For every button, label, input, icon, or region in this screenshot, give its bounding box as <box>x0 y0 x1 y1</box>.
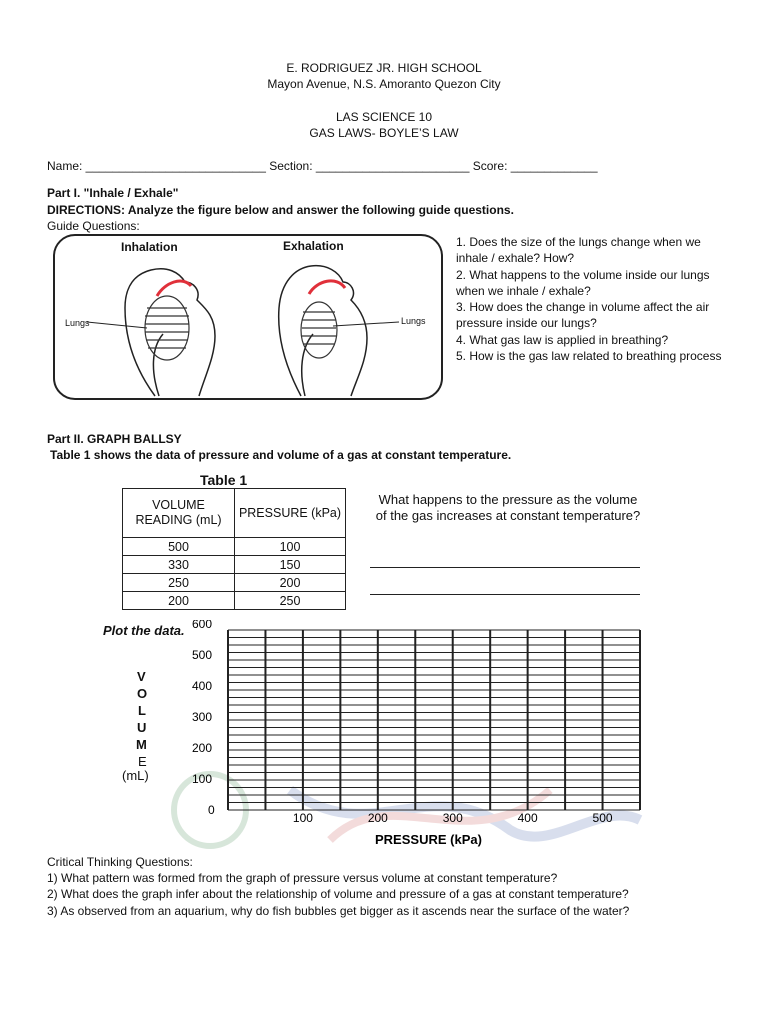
guide-question-5: 5. How is the gas law related to breathing process <box>456 349 722 364</box>
y-tick-label: 300 <box>192 710 213 724</box>
school-name: E. RODRIGUEZ JR. HIGH SCHOOL <box>286 61 482 75</box>
y-tick-label: 0 <box>208 803 215 817</box>
plot-title: Plot the data. <box>103 623 185 638</box>
table-header-pressure: PRESSURE (kPa) <box>235 489 346 538</box>
table-cell: 100 <box>235 538 346 556</box>
subject-title: LAS SCIENCE 10 <box>335 110 433 124</box>
x-tick-label: 500 <box>592 811 613 825</box>
x-axis-title: PRESSURE (kPa) <box>375 832 482 847</box>
table-cell: 500 <box>123 538 235 556</box>
breathing-figure <box>53 234 443 400</box>
part2-intro: Table 1 shows the data of pressure and volume of a gas at constant temperature. <box>50 448 512 462</box>
table-row <box>123 574 346 592</box>
critical-title: Critical Thinking Questions: <box>47 855 193 869</box>
y-tick-label: 100 <box>192 772 213 786</box>
table-cell: 200 <box>123 592 235 610</box>
critical-thinking-section <box>47 854 629 919</box>
guide-question-4: 4. What gas law is applied in breathing? <box>456 332 669 347</box>
critical-question-1: 1) What pattern was formed from the graph of pressure versus volume at constant temperature? <box>47 871 558 886</box>
table-row <box>123 556 346 574</box>
inhalation-label: Inhalation <box>121 240 178 254</box>
inhalation-ribcage-icon <box>145 296 189 360</box>
part1-directions: DIRECTIONS: Analyze the figure below and answer the following guide questions. <box>47 203 514 217</box>
x-tick-label: 300 <box>442 811 463 825</box>
ylabel-letter: O <box>137 686 148 701</box>
table-row <box>123 592 346 610</box>
lungs-label-left: Lungs <box>65 318 90 328</box>
y-tick-label: 600 <box>192 620 213 631</box>
table-cell: 330 <box>123 556 235 574</box>
table-header-volume: VOLUME READING (mL) <box>123 489 235 538</box>
ylabel-letter: M <box>136 737 147 752</box>
table-row <box>123 538 346 556</box>
exhalation-label: Exhalation <box>283 239 344 253</box>
ylabel-letter: V <box>137 669 146 684</box>
exhalation-ribcage-icon <box>301 302 337 358</box>
answer-line-2[interactable] <box>370 594 640 595</box>
ylabel-letter: E <box>138 754 147 769</box>
table-cell: 150 <box>235 556 346 574</box>
y-tick-label: 400 <box>192 679 213 693</box>
ylabel-letter: L <box>138 703 146 718</box>
ylabel-letter: U <box>137 720 147 735</box>
exhalation-body-icon <box>279 266 367 396</box>
inhalation-trachea-icon <box>157 281 191 296</box>
y-tick-label: 200 <box>192 741 213 755</box>
x-tick-label: 400 <box>517 811 538 825</box>
lungs-label-right: Lungs <box>401 316 426 326</box>
table-cell: 200 <box>235 574 346 592</box>
side-question: What happens to the pressure as the volume of the gas increases at constant temperature? <box>375 492 641 523</box>
x-tick-label: 100 <box>292 811 313 825</box>
guide-question-2: 2. What happens to the volume inside our lungs when we inhale / exhale? <box>456 267 710 298</box>
critical-question-2: 2) What does the graph infer about the relationship of volume and pressure of a gas at constant temperature? <box>47 887 629 902</box>
topic-title: GAS LAWS- BOYLE’S LAW <box>309 126 459 140</box>
x-tick-label: 200 <box>367 811 388 825</box>
pressure-volume-table <box>122 488 346 610</box>
breathing-illustration <box>55 236 441 398</box>
student-info-line: Name: ___________________________ Section: _______________________ Score: _____________ <box>47 159 598 173</box>
guide-question-3: 3. How does the change in volume affect the air pressure inside our lungs? <box>456 300 710 331</box>
y-tick-label: 500 <box>192 648 213 662</box>
lungs-pointer-left <box>87 322 147 328</box>
guide-questions-label: Guide Questions: <box>47 219 140 233</box>
ylabel-unit: (mL) <box>122 768 149 783</box>
table-title: Table 1 <box>200 472 248 488</box>
answer-line-1[interactable] <box>370 567 640 568</box>
critical-question-3: 3) As observed from an aquarium, why do fish bubbles get bigger as it ascends near the surface of the water? <box>47 903 630 918</box>
guide-questions-list <box>456 234 736 364</box>
graph-grid[interactable] <box>160 620 660 860</box>
guide-question-1: 1. Does the size of the lungs change when we inhale / exhale? How? <box>456 235 701 266</box>
table-cell: 250 <box>123 574 235 592</box>
part1-title: Part I. "Inhale / Exhale" <box>47 186 179 200</box>
table-cell: 250 <box>235 592 346 610</box>
exhalation-trachea-icon <box>309 281 345 294</box>
part2-title: Part II. GRAPH BALLSY <box>47 432 182 446</box>
school-address: Mayon Avenue, N.S. Amoranto Quezon City <box>267 77 501 91</box>
